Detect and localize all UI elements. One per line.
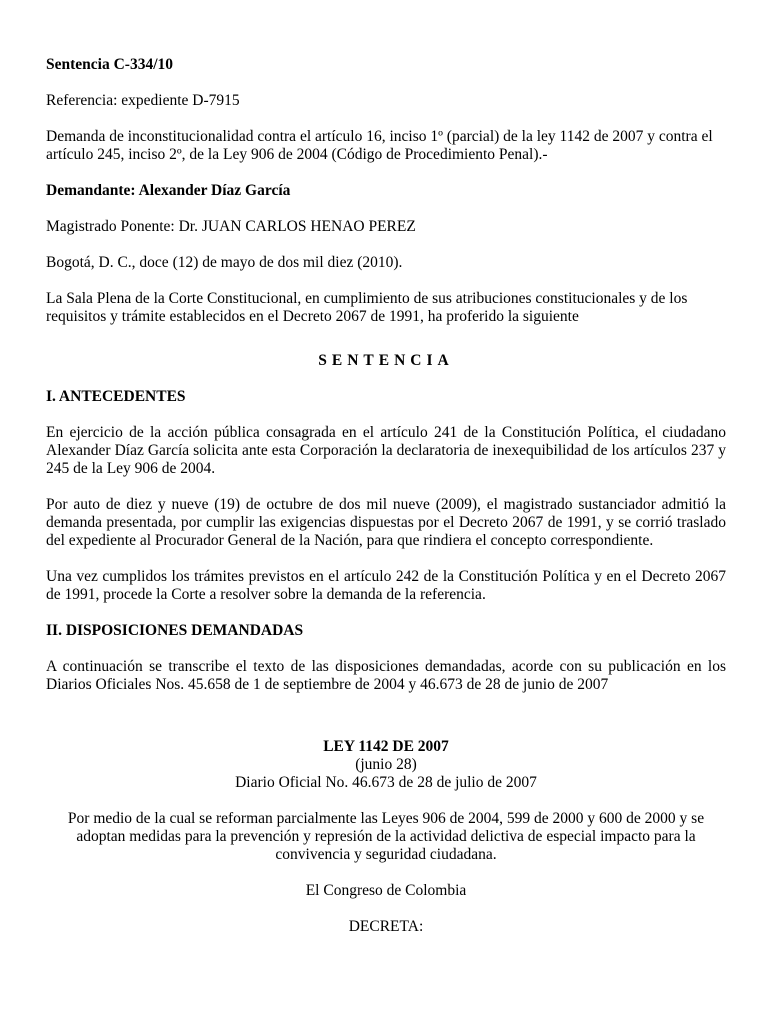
magistrado-line: Magistrado Ponente: Dr. JUAN CARLOS HENAO PEREZ [46,218,416,235]
disposiciones-paragraph: A continuación se transcribe el texto de las disposiciones demandadas, acorde con su publicación en los Diarios Oficiales Nos. 45.658 de 1 de septiembre de 2004 y 46.673 de 28 de junio de 2007 [46,658,726,693]
ley-title: LEY 1142 DE 2007 [323,738,449,755]
document-page [46,56,726,954]
fecha-line: Bogotá, D. C., doce (12) de mayo de dos mil diez (2010). [46,254,403,271]
sentencia-title: Sentencia C-334/10 [46,56,174,73]
ley-diario: Diario Oficial No. 46.673 de 28 de julio de 2007 [235,774,537,791]
intro-paragraph: La Sala Plena de la Corte Constitucional, en cumplimiento de sus atribuciones constitucionales y de los requisitos y trámite establecidos en el Decreto 2067 de 1991, ha proferido la siguiente [46,290,688,325]
ley-header [46,738,726,792]
decreta-line: DECRETA: [348,918,424,935]
disposiciones-heading: II. DISPOSICIONES DEMANDADAS [46,622,304,639]
demandante-line: Demandante: Alexander Díaz García [46,182,291,199]
ley-description: Por medio de la cual se reforman parcialmente las Leyes 906 de 2004, 599 de 2000 y 600 de 2000 y se adoptan medidas para la prevención y represión de la actividad delictiva de especial impacto para la convivencia y seguridad ciudadana. [67,810,705,863]
antecedentes-paragraph: En ejercicio de la acción pública consagrada en el artículo 241 de la Constitución Política, el ciudadano Alexander Díaz García solicita ante esta Corporación la declaratoria de inexequibilidad de los artículos 237 y 245 de la Ley 906 de 2004. [46,424,726,477]
referencia-line: Referencia: expediente D-7915 [46,92,240,109]
sentencia-heading: SENTENCIA [318,352,454,369]
ley-date: (junio 28) [355,756,417,773]
antecedentes-heading: I. ANTECEDENTES [46,388,186,405]
congreso-line: El Congreso de Colombia [305,882,467,899]
antecedentes-paragraph: Por auto de diez y nueve (19) de octubre de dos mil nueve (2009), el magistrado sustanciador admitió la demanda presentada, por cumplir las exigencias dispuestas por el Decreto 2067 de 1991, y se corrió traslado del expediente al Procurador General de la Nación, para que rindiera el concepto correspondiente. [46,496,726,549]
antecedentes-paragraph: Una vez cumplidos los trámites previstos en el artículo 242 de la Constitución Política y en el Decreto 2067 de 1991, procede la Corte a resolver sobre la demanda de la referencia. [46,568,726,603]
demanda-paragraph: Demanda de inconstitucionalidad contra el artículo 16, inciso 1º (parcial) de la ley 1142 de 2007 y contra el artículo 245, inciso 2º, de la Ley 906 de 2004 (Código de Procedimiento Penal).- [46,128,713,163]
